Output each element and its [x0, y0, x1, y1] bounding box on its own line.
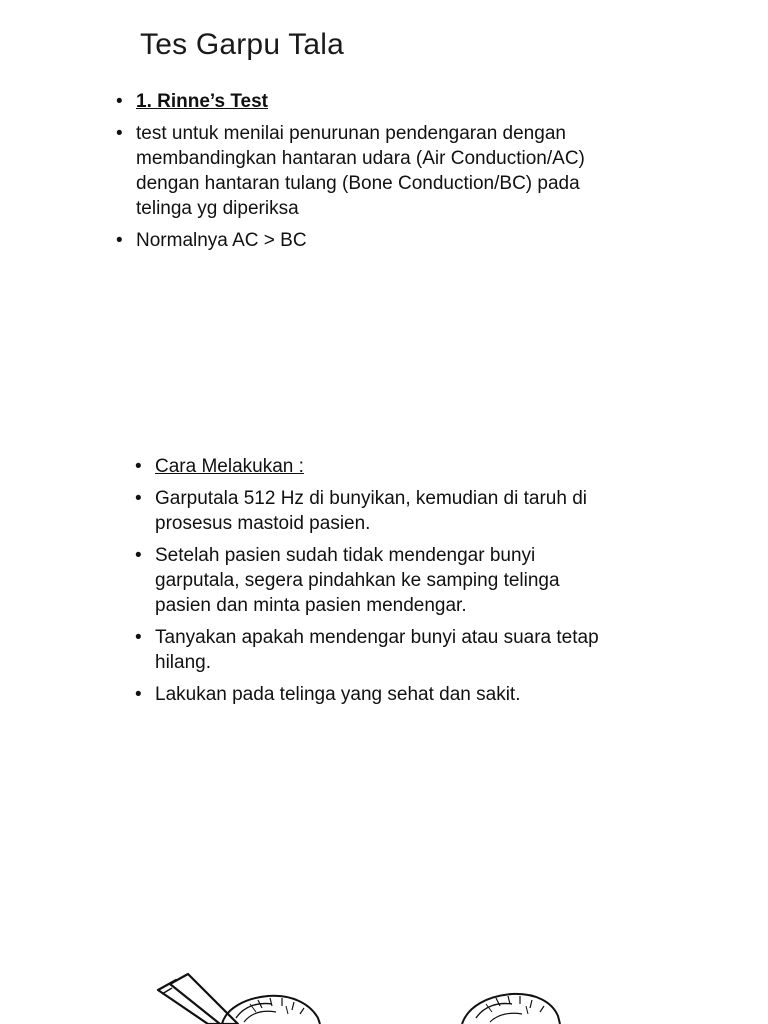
bullet-dot: •: [116, 123, 123, 144]
bullet-dot: •: [116, 230, 123, 251]
step-4-text: Lakukan pada telinga yang sehat dan sakit.: [155, 684, 521, 705]
rinne-test-illustration: [0, 960, 768, 1024]
step-2-text: Setelah pasien sudah tidak mendengar bunyi garputala, segera pindahkan ke samping telinga pasien dan minta pasien mendengar.: [155, 545, 560, 616]
bullet-rinne-heading: [116, 89, 636, 114]
bullet-step-4: [135, 682, 615, 707]
bullet-dot: •: [135, 627, 142, 648]
bullet-dot: •: [116, 91, 123, 112]
patient-head-left-icon: [222, 996, 320, 1024]
bullet-dot: •: [135, 684, 142, 705]
bullet-procedure-heading: [135, 454, 615, 479]
bullet-dot: •: [135, 456, 142, 477]
bullet-step-1: [135, 486, 615, 536]
slide-title: Tes Garpu Tala: [140, 28, 345, 61]
bullet-step-3: [135, 625, 615, 675]
bullet-definition: [116, 121, 636, 221]
bullet-normal-result: [116, 228, 636, 253]
step-1-text: Garputala 512 Hz di bunyikan, kemudian di taruh di prosesus mastoid pasien.: [155, 488, 587, 534]
procedure-bullet-list: [135, 454, 615, 714]
step-3-text: Tanyakan apakah mendengar bunyi atau suara tetap hilang.: [155, 627, 599, 673]
bullet-dot: •: [135, 488, 142, 509]
patient-head-right-icon: [462, 994, 560, 1024]
procedure-heading: Cara Melakukan :: [155, 456, 304, 477]
bullet-dot: •: [135, 545, 142, 566]
bullet-step-2: [135, 543, 615, 618]
normal-result-text: Normalnya AC > BC: [136, 230, 307, 251]
intro-bullet-list: [116, 89, 636, 260]
definition-text: test untuk menilai penurunan pendengaran dengan membandingkan hantaran udara (Air Conduction/AC) dengan hantaran tulang (Bone Conduction/BC) pada telinga yg diperiksa: [136, 123, 585, 219]
rinne-test-heading: 1. Rinne’s Test: [136, 91, 268, 112]
